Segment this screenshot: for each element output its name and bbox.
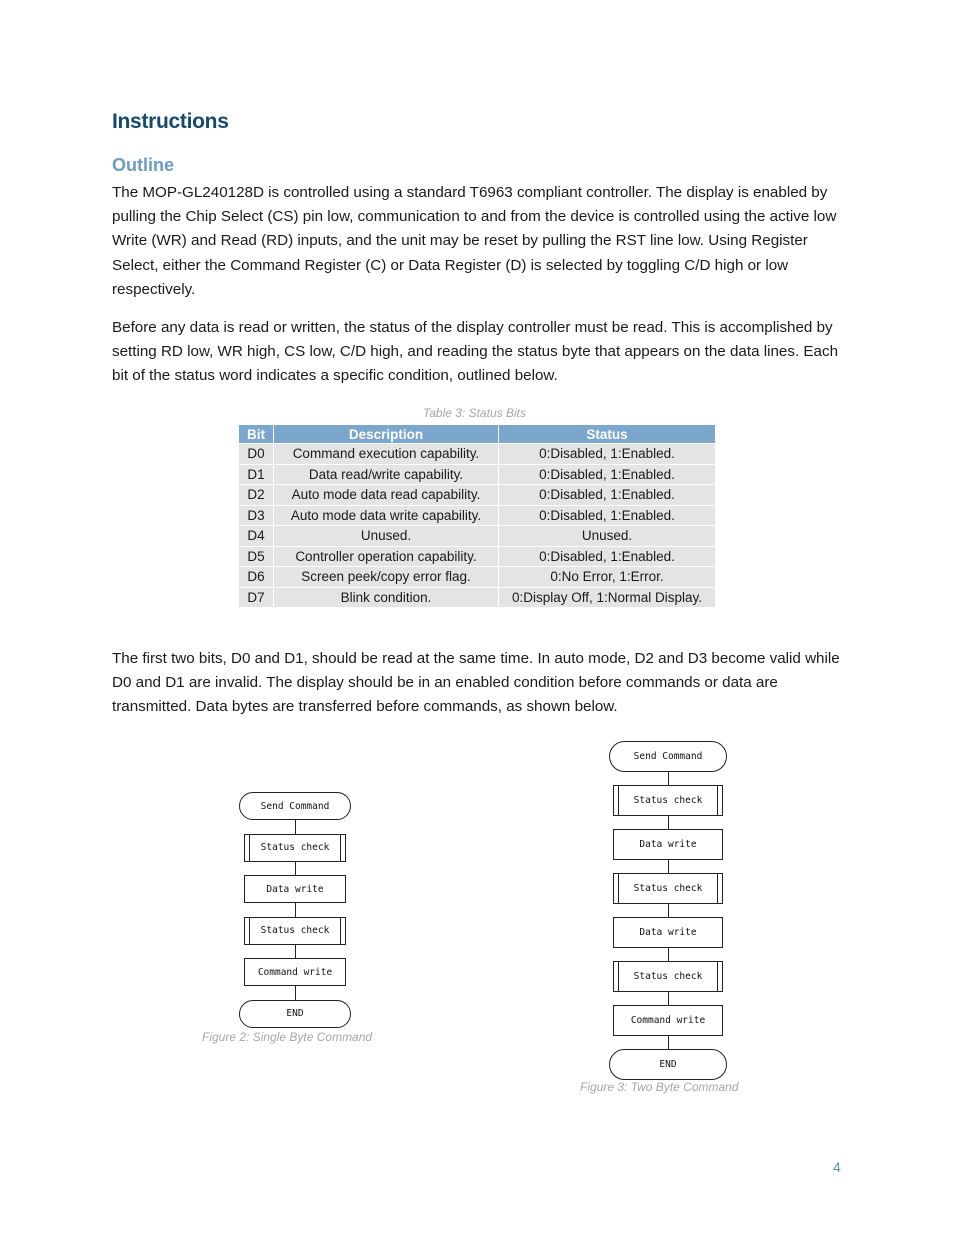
fig2-step-command-write: Command write	[244, 958, 346, 986]
fig2-step-send-command: Send Command	[239, 792, 351, 820]
table-row	[239, 526, 716, 547]
cell-bit: D4	[239, 526, 274, 547]
cell-bit: D1	[239, 464, 274, 485]
cell-bit: D0	[239, 444, 274, 465]
table-row	[239, 505, 716, 526]
fig3-connector-line	[668, 860, 669, 873]
fig3-connector-line	[668, 772, 669, 785]
cell-status: 0:Disabled, 1:Enabled.	[499, 505, 716, 526]
section-heading: Instructions	[112, 110, 229, 133]
column-header-status: Status	[499, 425, 716, 444]
cell-status: 0:Disabled, 1:Enabled.	[499, 485, 716, 506]
fig2-connector-line	[295, 986, 296, 1000]
column-header-bit: Bit	[239, 425, 274, 444]
status-bits-table	[238, 424, 716, 608]
fig2-connector-line	[295, 945, 296, 959]
fig2-step-status-check: Status check	[244, 834, 346, 862]
fig3-step-end: END	[609, 1049, 727, 1080]
table-caption: Table 3: Status Bits	[423, 406, 526, 420]
fig3-connector-line	[668, 1036, 669, 1049]
fig3-connector-line	[668, 904, 669, 917]
fig3-step-status-check: Status check	[613, 785, 723, 816]
table-row	[239, 587, 716, 608]
table-header-row	[239, 425, 716, 444]
fig3-connector-line	[668, 948, 669, 961]
fig3-step-data-write: Data write	[613, 829, 723, 860]
cell-status: Unused.	[499, 526, 716, 547]
subsection-heading: Outline	[112, 155, 174, 175]
fig3-step-command-write: Command write	[613, 1005, 723, 1036]
fig2-step-data-write: Data write	[244, 875, 346, 903]
fig2-step-end: END	[239, 1000, 351, 1028]
cell-bit: D3	[239, 505, 274, 526]
table-row	[239, 444, 716, 465]
fig3-connector-line	[668, 816, 669, 829]
cell-bit: D2	[239, 485, 274, 506]
paragraph-status-read: Before any data is read or written, the status of the display controller must be read. This is accomplished by setting RD low, WR high, CS low, C/D high, and reading the status byte that appears on the data lines. Each bit of the status word indicates a specific condition, outlined below.	[112, 319, 839, 385]
cell-description: Blink condition.	[274, 587, 499, 608]
table-row	[239, 546, 716, 567]
cell-status: 0:Disabled, 1:Enabled.	[499, 546, 716, 567]
fig3-step-send-command: Send Command	[609, 741, 727, 772]
cell-bit: D5	[239, 546, 274, 567]
cell-description: Unused.	[274, 526, 499, 547]
fig2-connector-line	[295, 903, 296, 917]
fig3-step-status-check: Status check	[613, 961, 723, 992]
cell-status: 0:Display Off, 1:Normal Display.	[499, 587, 716, 608]
cell-status: 0:Disabled, 1:Enabled.	[499, 464, 716, 485]
cell-bit: D7	[239, 587, 274, 608]
cell-description: Auto mode data read capability.	[274, 485, 499, 506]
fig3-connector-line	[668, 992, 669, 1005]
cell-bit: D6	[239, 567, 274, 588]
fig2-connector-line	[295, 820, 296, 834]
column-header-description: Description	[274, 425, 499, 444]
figure3-caption: Figure 3: Two Byte Command	[580, 1080, 739, 1094]
cell-description: Controller operation capability.	[274, 546, 499, 567]
table-row	[239, 485, 716, 506]
fig3-step-data-write: Data write	[613, 917, 723, 948]
figure2-caption: Figure 2: Single Byte Command	[202, 1030, 373, 1044]
fig2-step-status-check: Status check	[244, 917, 346, 945]
paragraph-bit-timing: The first two bits, D0 and D1, should be read at the same time. In auto mode, D2 and D3 become valid while D0 and D1 are invalid. The display should be in an enabled condition before commands or data are transmitted. Data bytes are transferred before commands, as shown below.	[112, 650, 840, 716]
fig3-step-status-check: Status check	[613, 873, 723, 904]
cell-status: 0:No Error, 1:Error.	[499, 567, 716, 588]
cell-description: Auto mode data write capability.	[274, 505, 499, 526]
cell-description: Screen peek/copy error flag.	[274, 567, 499, 588]
cell-status: 0:Disabled, 1:Enabled.	[499, 444, 716, 465]
cell-description: Command execution capability.	[274, 444, 499, 465]
paragraph-intro: The MOP-GL240128D is controlled using a standard T6963 compliant controller. The display is enabled by pulling the Chip Select (CS) pin low, communication to and from the device is controlled using the active low Write (WR) and Read (RD) inputs, and the unit may be reset by pulling the RST line low. Using Register Select, either the Command Register (C) or Data Register (D) is selected by toggling C/D high or low respectively.	[112, 184, 837, 298]
page-number: 4	[833, 1159, 841, 1175]
table-row	[239, 464, 716, 485]
table-row	[239, 567, 716, 588]
cell-description: Data read/write capability.	[274, 464, 499, 485]
fig2-connector-line	[295, 862, 296, 876]
